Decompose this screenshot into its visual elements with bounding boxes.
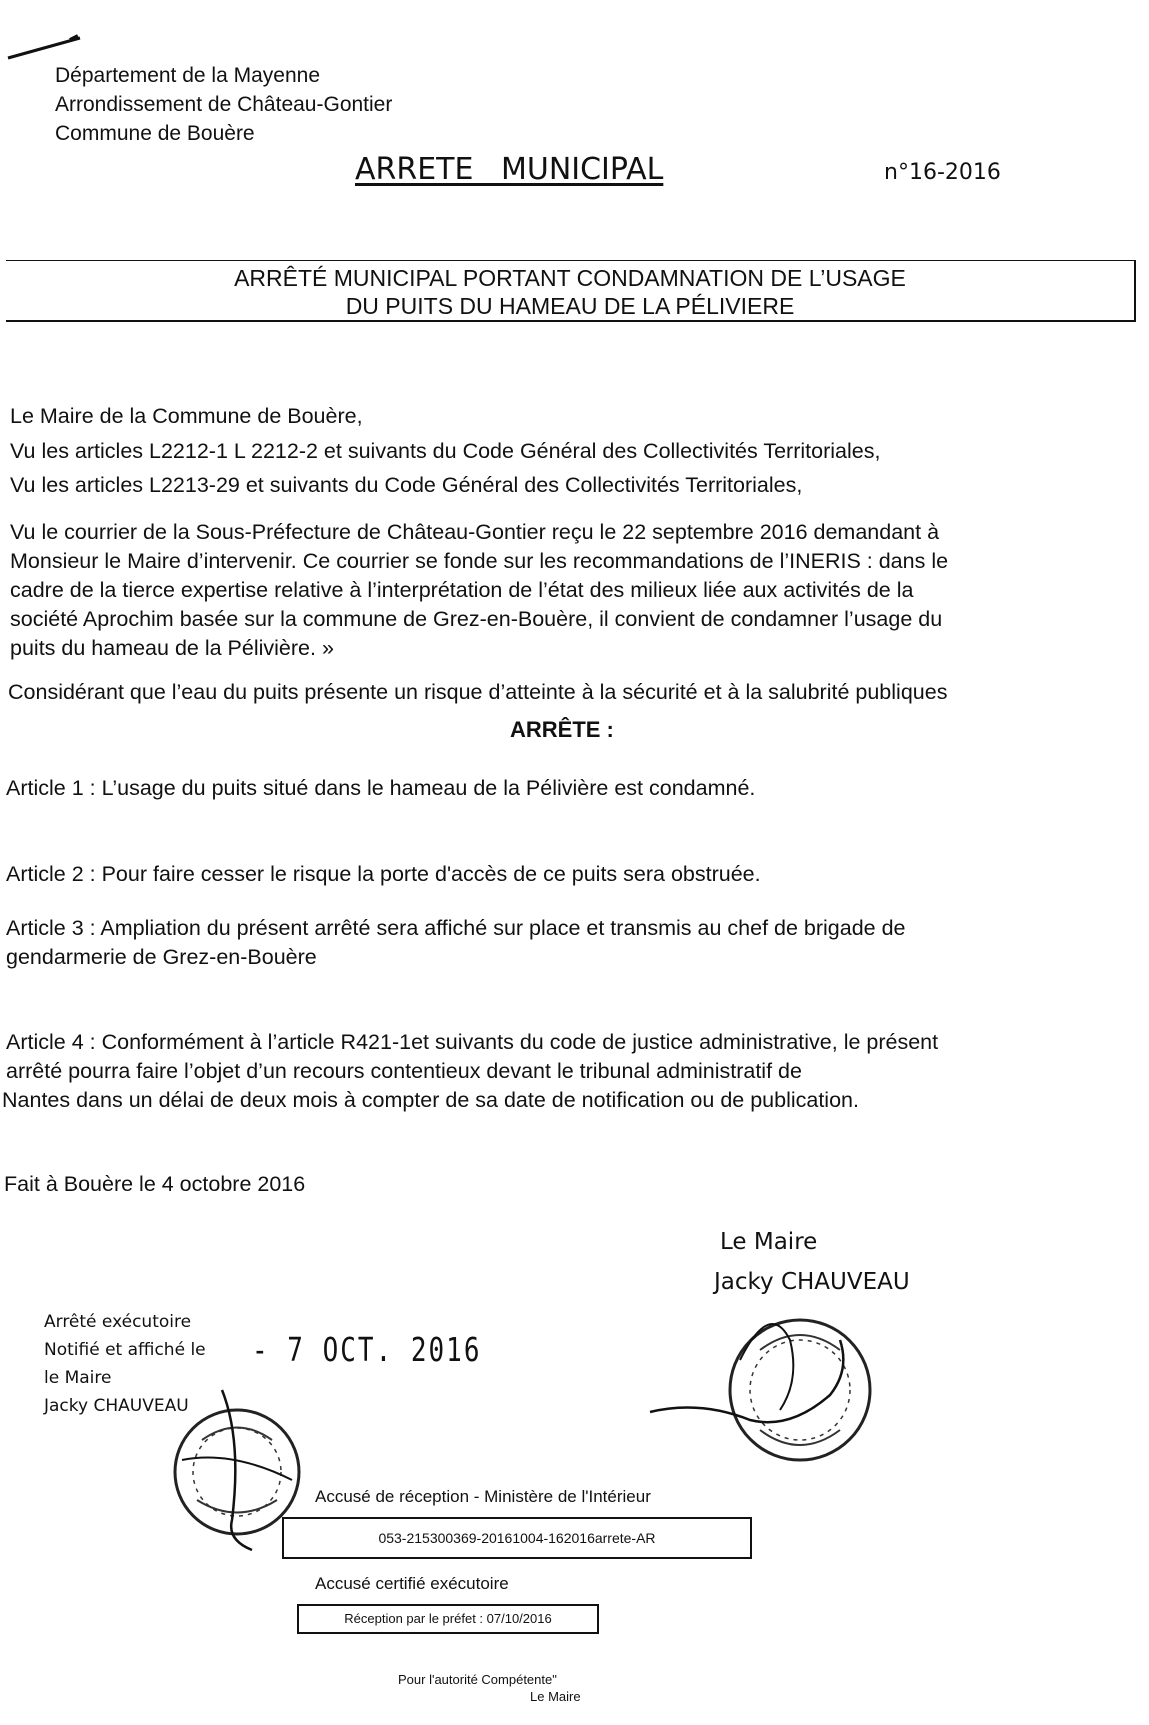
arrete-heading: ARRÊTE : xyxy=(510,717,614,742)
mayor-line: Le Maire de la Commune de Bouère, xyxy=(10,404,363,428)
vu-courrier-line: société Aprochim basée sur la commune de Grez-en-Bouère, il convient de condamner l’usage du xyxy=(10,607,943,631)
article-3-line: gendarmerie de Grez-en-Bouѐre xyxy=(6,945,317,969)
receipt-id-box xyxy=(282,1517,752,1559)
document-title: ARRETE MUNICIPAL xyxy=(355,152,664,187)
prefect-reception-box xyxy=(297,1604,599,1634)
article-3-line: Article 3 : Ampliation du présent arrêté sera affiché sur place et transmis au chef de brigade de xyxy=(6,916,906,940)
executory-line-2: Notifié et affiché le xyxy=(44,1340,206,1360)
article-2: Article 2 : Pour faire cesser le risque la porte d'accès de ce puits sera obstruée. xyxy=(6,862,761,886)
subject-line-2: DU PUITS DU HAMEAU DE LA PÉLIVIERE xyxy=(345,293,795,319)
mayor-seal-icon xyxy=(640,1300,890,1500)
vu-line-1: Vu les articles L2212-1 L 2212-2 et suivants du Code Général des Collectivités Territoriales, xyxy=(10,439,881,463)
executory-line-1: Arrêté exécutoire xyxy=(44,1312,192,1332)
vu-courrier-line: puits du hameau de la Péliviѐre. » xyxy=(10,636,334,660)
signature-name: Jacky CHAUVEAU xyxy=(714,1269,910,1295)
prefect-reception: Réception par le préfet : 07/10/2016 xyxy=(344,1611,552,1626)
authority-line-1: Pour l'autorité Compétente" xyxy=(398,1672,557,1687)
article-4-line: arrêté pourra faire l’objet d’un recours contentieux devant le tribunal administratif de xyxy=(6,1059,802,1083)
certified-label: Accusé certifié exécutoire xyxy=(315,1574,509,1593)
article-3 xyxy=(6,914,906,972)
article-1: Article 1 : L’usage du puits situé dans le hameau de la Péliviѐre est condamné. xyxy=(6,776,756,800)
vu-courrier-line: Monsieur le Maire d’intervenir. Ce courrier se fonde sur les recommandations de l’INERIS : dans le xyxy=(10,549,949,573)
commune-line: Commune de Bouère xyxy=(55,122,255,145)
vu-line-2: Vu les articles L2213-29 et suivants du Code Général des Collectivités Territoriales, xyxy=(10,473,803,497)
receipt-label: Accusé de réception - Ministère de l'Intérieur xyxy=(315,1487,651,1506)
article-4-line: Nantes dans un délai de deux mois à compter de sa date de notification ou de publication. xyxy=(2,1088,859,1112)
considerant-line: Considérant que l’eau du puits présente un risque d’atteinte à la sécurité et à la salubrité publiques xyxy=(8,680,948,704)
vu-courrier-line: Vu le courrier de la Sous-Préfecture de Château-Gontier reçu le 22 septembre 2016 demandant à xyxy=(10,520,940,544)
vu-courrier-line: cadre de la tierce expertise relative à l’interprétation de l’état des milieux liée aux activités de la xyxy=(10,578,914,602)
executory-line-3: le Maire xyxy=(44,1368,112,1388)
reference-number: n°16-2016 xyxy=(884,160,1001,185)
vu-courrier-paragraph xyxy=(10,518,1140,663)
subject-box xyxy=(6,260,1136,322)
subject-line-1: ARRÊTÉ MUNICIPAL PORTANT CONDAMNATION DE L’USAGE xyxy=(234,265,906,291)
arrondissement-line: Arrondissement de Château-Gontier xyxy=(55,93,393,116)
date-stamp: - 7 OCT. 2016 xyxy=(252,1332,482,1370)
article-4-line: Article 4 : Conformément à l’article R421-1et suivants du code de justice administrative, le présent xyxy=(6,1030,939,1054)
authority-line-2: Le Maire xyxy=(530,1689,581,1704)
receipt-id: 053-215300369-20161004-162016arrete-AR xyxy=(378,1530,656,1546)
department-line: Département de la Mayenne xyxy=(55,64,320,87)
done-at-line: Fait à Bouère le 4 octobre 2016 xyxy=(4,1172,306,1196)
pen-mark-icon xyxy=(0,0,120,70)
executory-line-4: Jacky CHAUVEAU xyxy=(44,1396,189,1416)
signature-role: Le Maire xyxy=(720,1229,818,1255)
article-4 xyxy=(2,1028,939,1115)
